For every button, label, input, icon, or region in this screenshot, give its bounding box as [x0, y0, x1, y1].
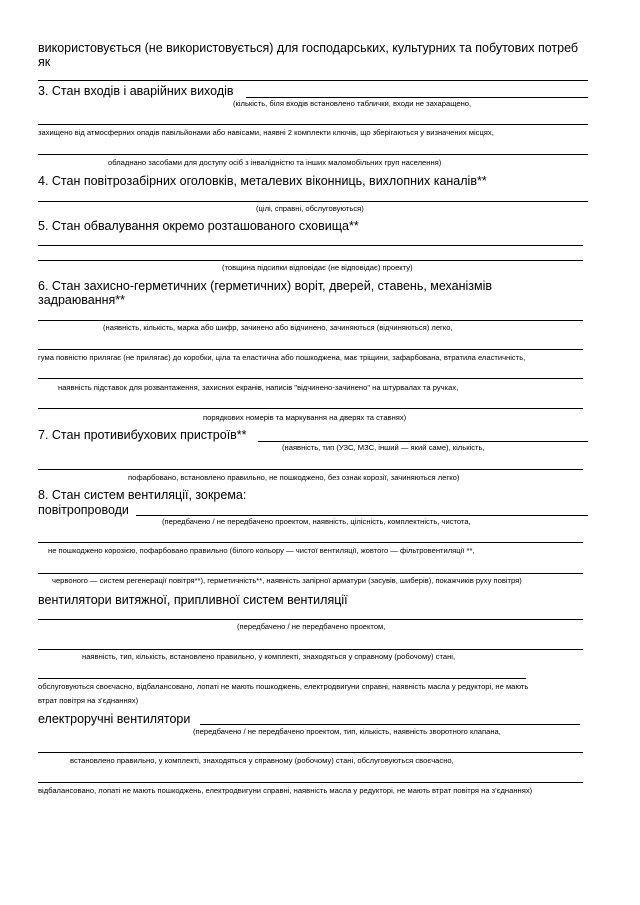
section-3-hint-2: захищено від атмосферних опадів павільйонами або навісами, наявні 2 комплекти ключів, що зберігаються у визначених місцях,: [38, 128, 494, 137]
manual-hint-3: відбалансовано, лопаті не мають пошкоджень, електродвигуни справні, наявність масла у редукторі, не мають втрат повітря на з'єднаннях): [38, 786, 533, 795]
section-7-heading: 7. Стан противибухових пристроїв**: [38, 428, 247, 442]
fill-line: [38, 573, 583, 574]
fans-hint-3: обслуговуються своєчасно, відбалансовано, лопаті не мають пошкоджень, електродвигуни справні, наявність масла у редукторі, не мають: [38, 682, 529, 691]
fill-line: [246, 97, 588, 98]
fill-line: [258, 441, 588, 442]
section-4-hint-1: (цілі, справні, обслуговуються): [256, 204, 364, 213]
fill-line: [38, 349, 583, 350]
fill-line: [38, 408, 583, 409]
fans-hint-1: (передбачено / не передбачено проектом,: [237, 622, 386, 631]
section-7-hint-2: пофарбовано, встановлено правильно, не пошкоджено, без ознак корозії, зачиняються легко): [128, 473, 460, 482]
fill-line: [38, 154, 588, 155]
section-4-heading: 4. Стан повітрозабірних оголовків, металевих віконниць, вихлопних каналів**: [38, 174, 487, 188]
fill-line: [38, 320, 583, 321]
ducts-hint-3: червоного — систем регенерації повітря**), герметичність**, наявність запірної арматури (засувів, шиберів), покажчиків руху повітря): [52, 576, 522, 585]
fill-line: [38, 542, 583, 543]
ducts-label: повітропроводи: [38, 503, 129, 517]
section-6-heading-2: задраювання**: [38, 293, 126, 307]
fill-line: [38, 782, 583, 783]
section-7-hint-1: (наявність, тип (УЗС, МЗС, інший — який саме), кількість,: [282, 443, 485, 452]
fill-line: [136, 515, 588, 516]
fans-label: вентилятори витяжної, припливної систем вентиляції: [38, 593, 348, 607]
fill-line: [38, 752, 583, 753]
fans-hint-2: наявність, тип, кількість, встановлено правильно, у комплекті, знаходяться у справному (робочому) стані,: [82, 652, 456, 661]
section-5-heading: 5. Стан обвалування окремо розташованого сховища**: [38, 219, 359, 233]
ducts-hint-2: не пошкоджено корозією, пофарбовано правильно (білого кольору — чистої вентиляції, жовтого — фільтровентиляції **,: [48, 546, 475, 555]
section-6-hint-2: гума повністю прилягає (не прилягає) до коробки, ціла та еластична або пошкоджена, має тріщини, зафарбована, втратила еластичність,: [38, 353, 526, 362]
fill-line: [38, 80, 588, 81]
fill-line: [38, 124, 588, 125]
section-3-hint-3: обладнано засобами для доступу осіб з інвалідністю та інших маломобільних груп населення): [108, 158, 442, 167]
fill-line: [38, 378, 583, 379]
ducts-hint-1: (передбачено / не передбачено проектом, наявність, цілісність, комплектність, чистота,: [162, 517, 471, 526]
fill-line: [38, 619, 583, 620]
manual-hint-1: (передбачено / не передбачено проектом, тип, кількість, наявність зворотного клапана,: [193, 727, 501, 736]
fill-line: [38, 201, 588, 202]
fill-line: [200, 724, 580, 725]
fill-line: [38, 678, 526, 679]
section-6-hint-4: порядкових номерів та маркування на дверях та ставнях): [203, 413, 407, 422]
fill-line: [38, 469, 583, 470]
section-6-heading-1: 6. Стан захисно-герметичних (герметичних) воріт, дверей, ставень, механізмів: [38, 279, 493, 293]
manual-fans-label: електроручні вентилятори: [38, 712, 191, 726]
fans-hint-4: втрат повітря на з'єднаннях): [38, 696, 139, 705]
intro-line-2: як: [38, 55, 51, 69]
section-5-hint-1: (товщина підсипки відповідає (не відповідає) проекту): [222, 263, 413, 272]
manual-hint-2: встановлено правильно, у комплекті, знаходяться у справному (робочому) стані, обслуговуються своєчасно,: [70, 756, 454, 765]
fill-line: [38, 649, 583, 650]
fill-line: [38, 245, 583, 246]
fill-line: [38, 260, 583, 261]
section-3-heading: 3. Стан входів і аварійних виходів: [38, 84, 234, 98]
section-6-hint-3: наявність підставок для розвантаження, захисних екранів, написів "відчинено-зачинено" на штурвалах та ручках,: [58, 383, 459, 392]
section-3-hint-1: (кількість, біля входів встановлено таблички, входи не захаращено,: [233, 99, 472, 108]
section-6-hint-1: (наявність, кількість, марка або шифр, зачинено або відчинено, зачиняються (відчиняються) легко,: [103, 323, 453, 332]
section-8-heading: 8. Стан систем вентиляції, зокрема:: [38, 488, 247, 502]
intro-line-1: використовується (не використовується) для господарських, культурних та побутових потреб: [38, 41, 579, 55]
